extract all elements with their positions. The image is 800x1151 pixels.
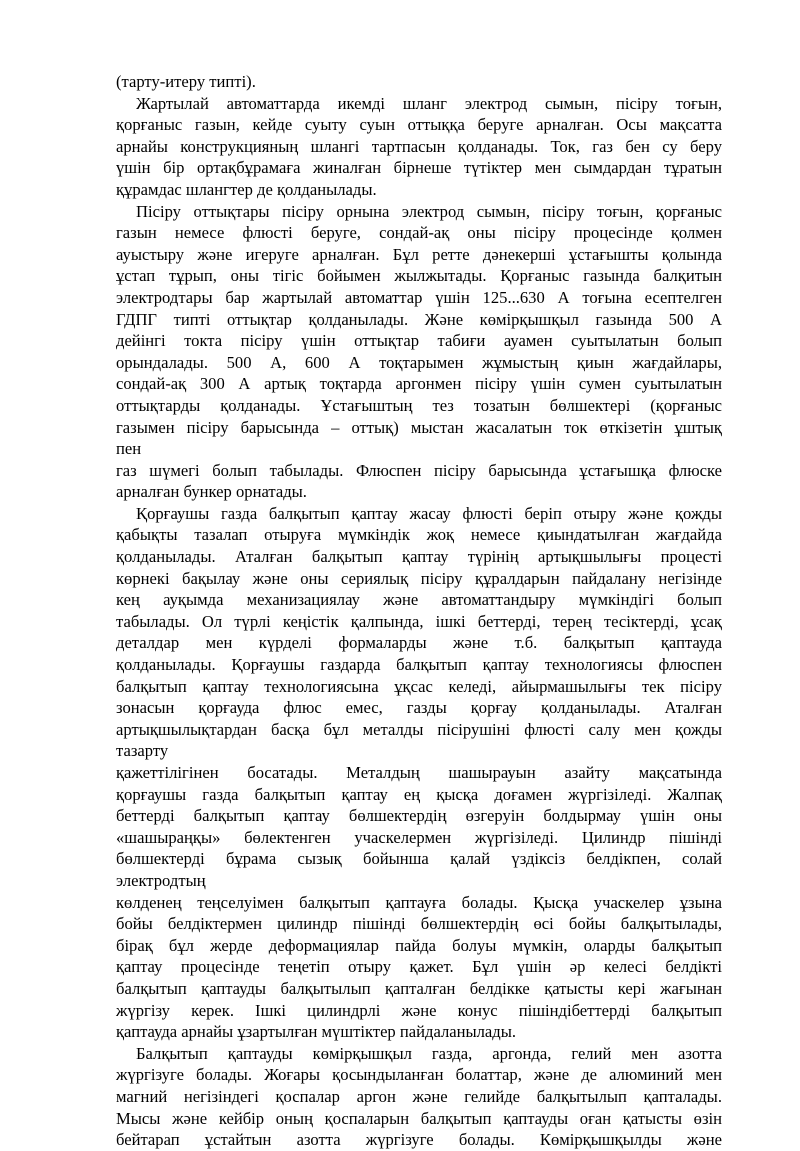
text-line: қорғаушы газда балқытып қаптау ең қысқа доғамен жүргізіледі. Жалпақ — [116, 784, 722, 804]
text-line: «шашыраңқы» бөлектенген учаскелермен жүргізіледі. Цилиндр пішінді — [116, 827, 722, 847]
text-line: Пісіру оттықтары пісіру орнына электрод сымын, пісіру тоғын, қорғаныс — [136, 201, 722, 221]
text-line: бойы белдіктермен цилиндр пішінді бөлшектердің өсі бойы балқытылады, — [116, 914, 722, 934]
text-line: электродтың — [116, 870, 206, 890]
text-line: қаптау процесінде теңетіп отыру қажет. Бұл үшін әр келесі белдікті — [116, 957, 722, 977]
text-line: газымен пісіру барысында – оттық) мыстан жасалатын ток өткізетін ұштық — [116, 417, 722, 437]
text-line: бірақ бұл жерде деформациялар пайда болуы мүмкін, оларды балқытып — [116, 935, 722, 955]
text-line: кең ауқымда механизациялау және автоматтандыру мүмкіндігі болып — [116, 590, 722, 610]
text-line: қолданылады. Қорғаушы газдарда балқытып қаптау технологиясы флюспен — [116, 655, 722, 675]
text-line: қаптауда арнайы ұзартылған мүштіктер пайдаланылады. — [116, 1022, 517, 1042]
text-line: бейтарап ұстайтын азотта жүргізуге болады. Көмірқышқылды және — [116, 1130, 722, 1150]
text-line: жүргізуге болады. Жоғары қосындыланған болаттар, және де алюминий мен — [116, 1065, 722, 1085]
text-line: қолданылады. Аталған балқытып қаптау түрінің артықшылығы процесті — [116, 547, 722, 567]
text-line: арналған бункер орнатады. — [116, 482, 307, 502]
text-line: сондай-ақ 300 А артық тоқтарда аргонмен пісіру үшін сумен суытылатын — [116, 374, 722, 394]
text-line: табылады. Ол түрлі кеңістік қалпында, ішкі беттерді, терең тесіктерді, ұсақ — [116, 611, 722, 631]
text-line: ауыстыру және игеруге арналған. Бұл ретте дәнекерші ұстағышты қолында — [116, 244, 722, 264]
text-line: қажеттілігінен босатады. Металдың шашырауын азайту мақсатында — [116, 763, 722, 782]
text-line: зонасын қорғауда флюс емес, газды қорғау қолданылады. Аталған — [116, 698, 722, 718]
text-line: көлденең теңселуімен балқытып қаптауға болады. Қысқа учаскелер ұзына — [116, 892, 722, 912]
text-line: қабықты тазалап отыруға мүмкіндік жоқ немесе қиындатылған жағдайда — [116, 525, 722, 545]
text-line: балқытып қаптау технологиясына ұқсас келеді, айырмашылығы тек пісіру — [116, 676, 722, 696]
text-line: Балқытып қаптауды көмірқышқыл газда, аргонда, гелий мен азотта — [136, 1043, 722, 1063]
text-line: электродтары бар жартылай автоматтар үшін 125...630 А тоғына есептелген — [116, 287, 722, 307]
text-line: көрнекі бақылау және оны сериялық пісіру құралдарын пайдалану негізінде — [116, 568, 722, 588]
text-line: ГДПГ типті оттықтар қолданылады. Және көмірқышқыл газында 500 А — [116, 309, 722, 329]
text-line: артықшылықтардан басқа бұл металды пісірушіні флюсті салу мен қожды — [116, 719, 722, 739]
text-line: магний негізіндегі қоспалар аргон және гелийде балқытылып қапталады. — [116, 1086, 722, 1106]
text-line: оттықтарды қолданады. Ұстағыштың тез тозатын бөлшектері (қорғаныс — [116, 395, 722, 415]
text-line: балқытып қаптауды балқытылып қапталған белдікке қатысты кері жағынан — [116, 978, 722, 998]
text-line: жүргізу керек. Ішкі цилиндрлі және конус пішіндібеттерді балқытып — [116, 1000, 722, 1020]
text-line: ұстап тұрып, оны тігіс бойымен жылжытады. Қорғаныс газында балқитын — [116, 266, 722, 286]
text-line: тазарту — [116, 741, 169, 761]
text-line: газ шүмегі болып табылады. Флюспен пісіру барысында ұстағышқа флюске — [116, 460, 722, 480]
text-line: Қорғаушы газда балқытып қаптау жасау флюсті беріп отыру және қожды — [136, 503, 722, 523]
text-line: Мысы және кейбір оның қоспаларын балқытып қаптауды оған қатысты өзін — [116, 1108, 722, 1128]
text-line: (тарту-итеру типті). — [116, 72, 256, 91]
text-line: деталдар мен күрделі формаларды және т.б. балқытып қаптауда — [116, 633, 722, 653]
text-line: газын немесе флюсті беруге, сондай-ақ оны пісіру процесінде қолмен — [116, 223, 722, 243]
text-line: арнайы конструкцияның шлангі тартпасын қолданады. Ток, газ бен су беру — [116, 136, 722, 156]
text-line: пен — [116, 439, 142, 459]
text-line: қорғаныс газын, кейде суыту суын оттыққа беруге арналған. Осы мақсатта — [116, 115, 722, 135]
text-line: беттерді балқытып қаптау бөлшектердің өзгеруін болдырмау үшін оны — [116, 806, 722, 826]
text-line: орындалады. 500 А, 600 А тоқтарымен жұмыстың қиын жағдайлары, — [116, 352, 722, 372]
text-line: дейінгі токта пісіру үшін оттықтар табиғи ауамен суытылатын болып — [116, 331, 722, 351]
text-line: бөлшектерді бұрама сызық бойынша қалай үздіксіз белдікпен, солай — [116, 849, 722, 869]
text-line: құрамдас шлангтер де қолданылады. — [116, 179, 377, 199]
text-line: Жартылай автоматтарда икемді шланг электрод сымын, пісіру тоғын, — [136, 93, 722, 113]
document-page — [116, 71, 722, 1151]
text-line: үшін бір ортақбұрамаға жиналған бірнеше түтіктер мен сымдардан тұратын — [116, 158, 722, 178]
